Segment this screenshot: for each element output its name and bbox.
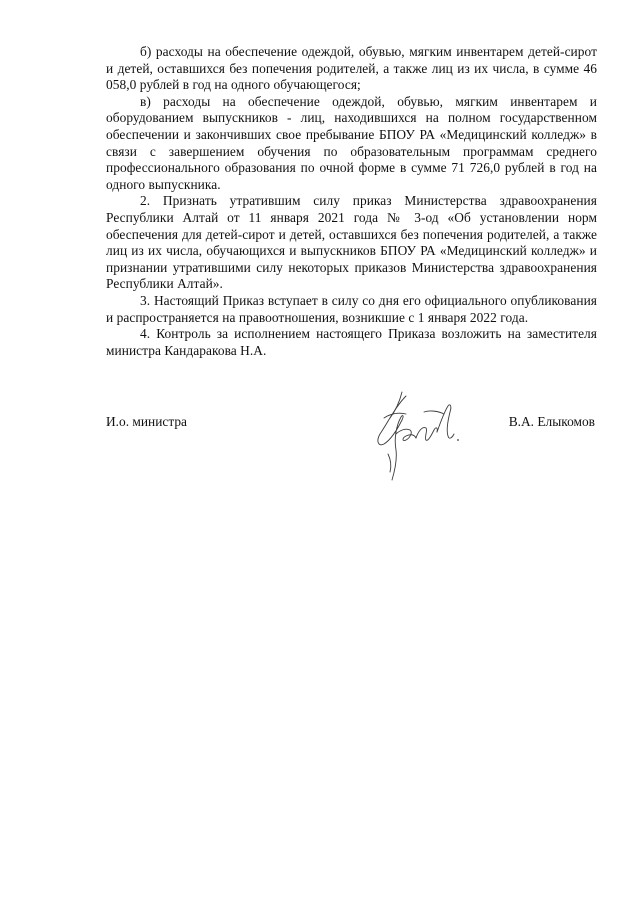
paragraph-expenses-b: б) расходы на обеспечение одеждой, обувью, мягким инвентарем детей-сирот и детей, оставшихся без попечения родителей, а также лиц из их числа, в сумме 46 058,0 рублей в год на одного обучающегося;	[106, 44, 597, 93]
paragraph-expenses-v: в) расходы на обеспечение одеждой, обувью, мягким инвентарем и оборудованием выпускников - лиц, находившихся на полном государственном обеспечении и закончивших свое пребывание БПОУ РА «Медицинский колледж» в связи с завершением обучения по образовательным программам среднего профессионального образования по очной форме в сумме 71 726,0 рублей в год на одного выпускника.	[106, 93, 597, 192]
signature-block	[106, 414, 597, 434]
signer-name: В.А. Елыкомов	[508, 414, 595, 429]
paragraph-item-4: 4. Контроль за исполнением настоящего Приказа возложить на заместителя министра Кандаракова Н.А.	[106, 326, 597, 358]
signer-position: И.о. министра	[106, 414, 187, 429]
paragraph-item-3: 3. Настоящий Приказ вступает в силу со дня его официального опубликования и распространяется на правоотношения, возникшие с 1 января 2022 года.	[106, 292, 597, 325]
document-body	[106, 44, 597, 359]
paragraph-item-2: 2. Признать утратившим силу приказ Министерства здравоохранения Республики Алтай от 11 января 2021 года № 3-од «Об установлении норм обеспечения для детей-сирот и детей, оставшихся без попечения родителей, а также лиц из их числа, обучающихся и выпускников БПОУ РА «Медицинский колледж» и признании утратившими силу некоторых приказов Министерства здравоохранения Республики Алтай».	[106, 193, 597, 292]
handwritten-signature	[366, 384, 470, 488]
